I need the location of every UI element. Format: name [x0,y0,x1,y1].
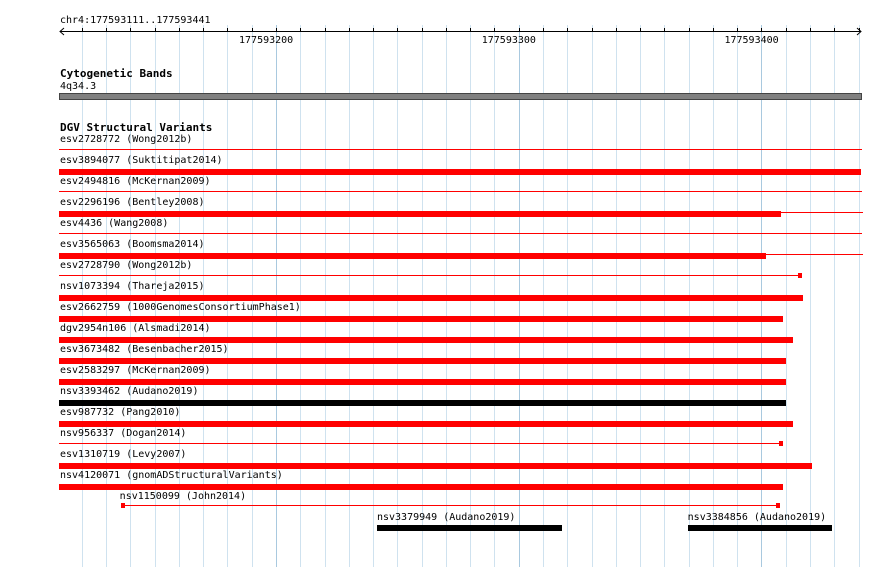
variant-label[interactable]: esv3894077 (Suktitipat2014) [60,155,223,166]
variant-line[interactable] [121,505,779,506]
ruler-tick-label: 177593400 [724,35,779,46]
variant-bar[interactable] [59,211,781,217]
variant-bar[interactable] [59,358,786,364]
variant-bar[interactable] [59,337,793,343]
variant-endcap[interactable] [776,503,780,508]
variant-label[interactable]: nsv3393462 (Audano2019) [60,386,199,397]
variant-line[interactable] [59,443,780,444]
variant-label[interactable]: nsv3384856 (Audano2019) [687,512,827,523]
variant-label[interactable]: esv2494816 (McKernan2009) [60,176,211,187]
variant-line[interactable] [59,191,862,192]
variant-label[interactable]: esv2728772 (Wong2012b) [60,134,193,145]
dgv-track-title: DGV Structural Variants [60,121,213,134]
variant-bar[interactable] [688,525,832,531]
cytoband-name[interactable]: 4q34.3 [60,81,97,92]
variant-label[interactable]: esv987732 (Pang2010) [60,407,181,418]
cytoband-bar[interactable] [59,93,862,100]
variant-line[interactable] [59,149,862,150]
variant-label[interactable]: nsv956337 (Dogan2014) [60,428,187,439]
variant-label[interactable]: nsv4120071 (gnomADStructuralVariants) [60,470,283,481]
ruler-tick-label: 177593200 [239,35,294,46]
variant-bar[interactable] [59,316,783,322]
variant-label[interactable]: nsv1073394 (Thareja2015) [60,281,205,292]
variant-bar[interactable] [59,169,861,175]
variant-endcap[interactable] [779,441,783,446]
variant-bar[interactable] [377,525,562,531]
variant-label[interactable]: esv2662759 (1000GenomesConsortiumPhase1) [60,302,301,313]
variant-label[interactable]: esv1310719 (Levy2007) [60,449,187,460]
variant-bar[interactable] [59,400,786,406]
variant-label[interactable]: esv3673482 (Besenbacher2015) [60,344,229,355]
variant-line[interactable] [781,212,863,213]
ruler-tick-label: 177593300 [481,35,536,46]
variant-label[interactable]: esv2583297 (McKernan2009) [60,365,211,376]
variant-label[interactable]: nsv1150099 (John2014) [119,491,247,502]
variant-bar[interactable] [59,253,766,259]
variant-bar[interactable] [59,379,786,385]
variant-line[interactable] [766,254,863,255]
variant-label[interactable]: dgv2954n106 (Alsmadi2014) [60,323,211,334]
location-label: chr4:177593111..177593441 [60,15,211,26]
variant-label[interactable]: esv2728790 (Wong2012b) [60,260,193,271]
variant-line[interactable] [59,275,799,276]
variant-label[interactable]: nsv3379949 (Audano2019) [376,512,516,523]
variant-bar[interactable] [59,484,783,490]
variant-line[interactable] [59,233,862,234]
variant-label[interactable]: esv4436 (Wang2008) [60,218,169,229]
variant-bar[interactable] [59,463,812,469]
variant-label[interactable]: esv2296196 (Bentley2008) [60,197,205,208]
cytoband-track-title: Cytogenetic Bands [60,67,173,80]
variant-bar[interactable] [59,421,793,427]
variant-endcap[interactable] [798,273,802,278]
variant-bar[interactable] [59,295,803,301]
variant-label[interactable]: esv3565063 (Boomsma2014) [60,239,205,250]
